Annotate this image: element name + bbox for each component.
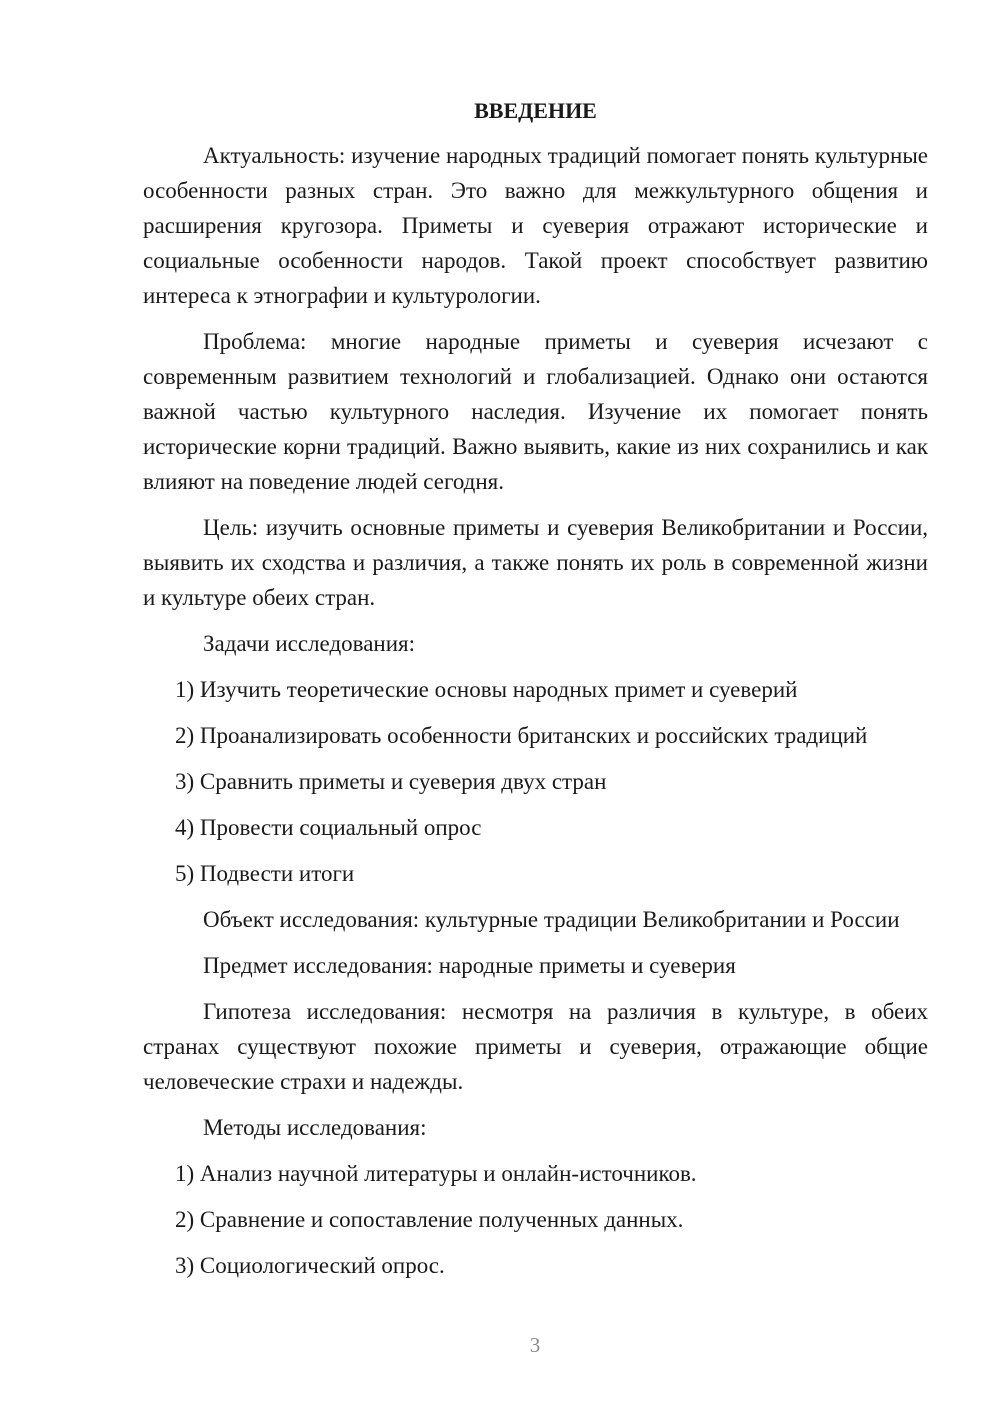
task-item: 4) Провести социальный опрос <box>175 815 482 840</box>
task-item: 1) Изучить теоретические основы народных примет и суеверий <box>175 677 798 702</box>
goal-paragraph: Цель: изучить основные приметы и суеверия Великобритании и России, выявить их сходства и различия, а также понять их роль в современной жизни и культуре обеих стран. <box>143 515 928 610</box>
method-item: 1) Анализ научной литературы и онлайн-источников. <box>175 1161 697 1186</box>
methods-list <box>143 1156 928 1283</box>
page-number: 3 <box>529 1333 541 1357</box>
problem-paragraph: Проблема: многие народные приметы и суеверия исчезают с современным развитием технологий и глобализацией. Однако они остаются важной частью культурного наследия. Изучение их помогает понять исторические корни традиций. Важно выявить, какие из них сохранились и как влияют на поведение людей сегодня. <box>143 329 928 494</box>
task-item: 2) Проанализировать особенности британских и российских традиций <box>175 723 868 748</box>
tasks-heading: Задачи исследования: <box>203 631 416 656</box>
subject-paragraph: Предмет исследования: народные приметы и суеверия <box>203 953 736 978</box>
task-item: 5) Подвести итоги <box>175 861 355 886</box>
hypothesis-paragraph: Гипотеза исследования: несмотря на различия в культуре, в обеих странах существуют похожие приметы и суеверия, отражающие общие человеческие страхи и надежды. <box>143 999 928 1094</box>
method-item: 2) Сравнение и сопоставление полученных данных. <box>175 1207 684 1232</box>
relevance-paragraph: Актуальность: изучение народных традиций помогает понять культурные особенности разных стран. Это важно для межкультурного общения и расширения кругозора. Приметы и суеверия отражают исторические и социальные особенности народов. Такой проект способствует развитию интереса к этнографии и культурологии. <box>143 143 928 308</box>
object-paragraph: Объект исследования: культурные традиции Великобритании и России <box>203 907 900 932</box>
method-item: 3) Социологический опрос. <box>175 1253 445 1278</box>
methods-heading: Методы исследования: <box>203 1115 427 1140</box>
tasks-list <box>143 672 928 891</box>
task-item: 3) Сравнить приметы и суеверия двух стран <box>175 769 607 794</box>
document-page <box>143 96 928 1294</box>
document-title: ВВЕДЕНИЕ <box>474 98 597 123</box>
